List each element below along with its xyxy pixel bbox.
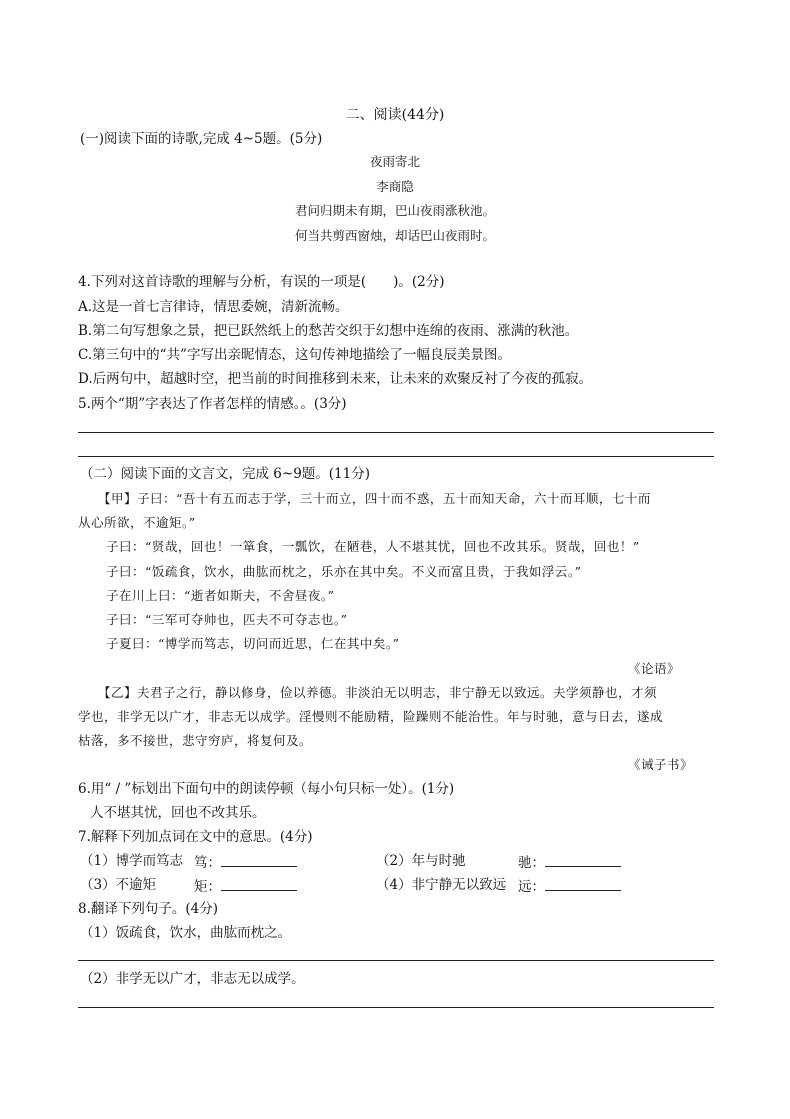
- question-7-3-answer: [194, 876, 297, 896]
- question-7-4-word: 远：: [518, 879, 545, 895]
- answer-line: [78, 456, 714, 457]
- passage-yi-line: 枯落，多不接世，悲守穷庐，将复何及。: [78, 733, 313, 748]
- poem-line-2: 何当共剪西窗烛，却话巴山夜雨时。: [294, 228, 495, 243]
- question-7-4-phrase: （4）非宁静无以致远: [376, 877, 507, 893]
- passage-jia-line: 子曰：“三军可夺帅也，匹夫不可夺志也。”: [106, 612, 348, 627]
- question-4-option-d: D.后两句中，超越时空，把当前的时间推移到未来，让未来的欢聚反衬了今夜的孤寂。: [78, 371, 593, 387]
- question-7-3-phrase: （3）不逾矩: [80, 877, 157, 893]
- question-5: 5.两个“期”字表达了作者怎样的情感。。(3分): [78, 396, 347, 412]
- part2-intro: （二）阅读下面的文言文，完成 6~9题。(11分): [80, 466, 370, 482]
- question-7-1-phrase: （1）博学而笃志: [80, 853, 184, 869]
- question-7-2-answer: [518, 852, 621, 872]
- poem-line-1: 君问归期未有期，巴山夜雨涨秋池。: [294, 203, 495, 218]
- answer-blank[interactable]: [221, 876, 297, 891]
- question-7: 7.解释下列加点词在文中的意思。(4分): [78, 829, 313, 845]
- question-7-1-word: 笃：: [194, 855, 221, 871]
- part1-intro: (一)阅读下面的诗歌,完成 4~5题。(5分): [80, 131, 323, 147]
- passage-yi-line: 【乙】夫君子之行，静以修身，俭以养德。非淡泊无以明志，非宁静无以致远。夫学须静也，才须: [98, 685, 658, 700]
- question-6-sentence: 人不堪其忧，回也不改其乐。: [90, 805, 266, 821]
- answer-line: [78, 960, 714, 961]
- question-7-2-phrase: （2）年与时驰: [376, 853, 466, 869]
- question-4-option-c: C.第三句中的“共”字写出亲昵情态，这句传神地描绘了一幅良辰美景图。: [78, 347, 511, 363]
- question-8-1: （1）饭疏食，饮水，曲肱而枕之。: [80, 925, 292, 941]
- passage-yi-source: 《诫子书》: [628, 757, 694, 772]
- answer-line: [78, 432, 714, 433]
- passage-jia-source: 《论语》: [628, 661, 681, 676]
- answer-line: [78, 1007, 714, 1008]
- answer-blank[interactable]: [221, 852, 297, 867]
- passage-jia-line: 【甲】子曰：“吾十有五而志于学，三十而立，四十而不惑，五十而知天命，六十而耳顺，七十而: [98, 491, 651, 506]
- question-7-1-answer: [194, 852, 297, 872]
- question-8-2: （2）非学无以广才，非志无以成学。: [80, 971, 305, 987]
- question-4-option-b: B.第二句写想象之景，把已跃然纸上的愁苦交织于幻想中连绵的夜雨、涨满的秋池。: [78, 323, 579, 339]
- question-4: 4.下列对这首诗歌的理解与分析，有误的一项是( )。(2分): [78, 274, 445, 290]
- question-6: 6.用“ / ”标划出下面句中的朗读停顿（每小句只标一处）。(1分): [78, 781, 455, 797]
- question-4-option-a: A.这是一首七言律诗，情思委婉，清新流畅。: [78, 299, 349, 315]
- passage-yi-line: 学也，非学无以广才，非志无以成学。淫慢则不能励精，险躁则不能治性。年与时驰，意与日去，遂成: [78, 709, 664, 724]
- passage-jia-line: 从心所欲，不逾矩。”: [78, 515, 196, 530]
- section-title: 二、阅读(44分): [345, 107, 445, 123]
- answer-blank[interactable]: [545, 852, 621, 867]
- passage-jia-line: 子在川上曰：“逝者如斯夫，不舍昼夜。”: [106, 588, 335, 603]
- passage-jia-line: 子曰：“饭疏食，饮水，曲肱而枕之，乐亦在其中矣。不义而富且贵，于我如浮云。”: [106, 564, 582, 579]
- question-7-4-answer: [518, 876, 621, 896]
- question-8: 8.翻译下列句子。(4分): [78, 901, 219, 917]
- passage-jia-line: 子夏曰：“博学而笃志，切问而近思，仁在其中矣。”: [106, 636, 400, 651]
- poem-title: 夜雨寄北: [369, 154, 420, 169]
- question-7-3-word: 矩：: [194, 879, 221, 895]
- poem-author: 李商隐: [376, 179, 414, 194]
- answer-blank[interactable]: [545, 876, 621, 891]
- passage-jia-line: 子曰：“贤哉，回也！一箪食，一瓢饮，在陋巷，人不堪其忧，回也不改其乐。贤哉，回也！”: [106, 539, 640, 554]
- question-7-2-word: 驰：: [518, 855, 545, 871]
